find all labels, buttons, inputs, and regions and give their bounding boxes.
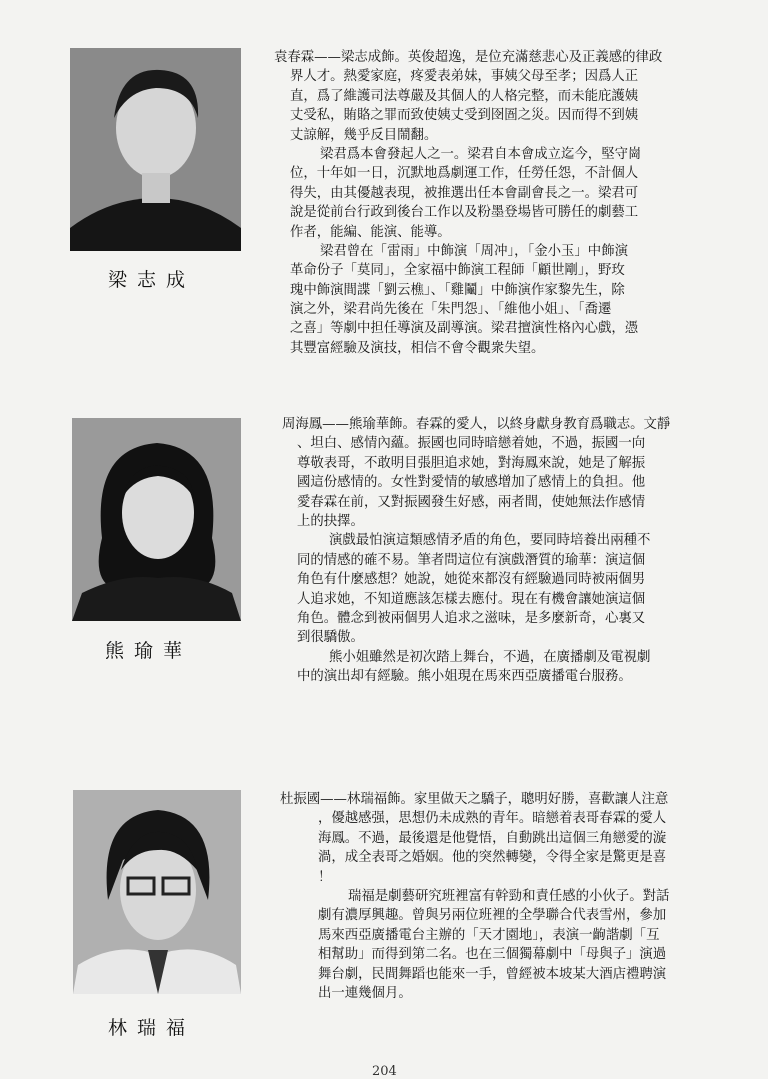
text-line: 瑞福是劇藝研究班裡富有幹勁和責任感的小伙子。對話 [348, 888, 670, 904]
text-line: 之喜」等劇中担任導演及副導演。梁君擅演性格內心戲，憑 [290, 321, 639, 337]
profile-text-block [280, 790, 669, 1003]
text-line: 人追求她，不知道應該怎樣去應付。現在有機會讓她演這個 [297, 591, 646, 607]
text-line: 中的演出却有經驗。熊小姐現在馬來西亞廣播電台服務。 [297, 669, 632, 685]
text-line: 說是從前台行政到後台工作以及粉墨登場皆可勝任的劇藝工 [290, 205, 639, 221]
text-line: 直，爲了維護司法尊嚴及其個人的人格完整，而未能庇護姨 [290, 88, 639, 104]
portrait-photo-lin-ruifu [73, 790, 241, 994]
text-line: 周海鳳——熊瑜華飾。春霖的愛人，以終身獻身教育爲職志。文靜 [282, 417, 671, 432]
text-line: 作者，能編、能演、能導。 [290, 224, 451, 240]
caption-name: 梁志成 [108, 269, 196, 291]
text-line: 相幫助」而得到第二名。也在三個獨幕劇中「母與子」演過 [318, 947, 667, 963]
text-line: 演戲最怕演這類感情矛盾的角色，要同時培養出兩種不 [329, 533, 651, 549]
text-line: 丈諒解，幾乎反目鬧翻。 [290, 127, 438, 143]
text-line: ！ [318, 869, 332, 885]
text-line: 國這份感情的。女性對愛情的敏感增加了感情上的負担。他 [297, 475, 646, 491]
text-line: 愛春霖在前，又對振國發生好感，兩者間，使她無法作感情 [297, 494, 646, 510]
text-line: 革命份子「莫同」，全家福中飾演工程師「顧世剛」，野玫 [290, 263, 625, 279]
text-line: 瑰中飾演間諜「劉云樵」、「雞鬮」中飾演作家黎先生，除 [290, 282, 625, 298]
text-line: 熊小姐雖然是初次踏上舞台，不過，在廣播劇及電視劇 [329, 649, 651, 665]
text-line: 、坦白、感情內蘊。振國也同時暗戀着她，不過，振國一向 [297, 436, 646, 452]
text-line: 角色有什麼感想？她說，她從來都沒有經驗過同時被兩個男 [297, 572, 646, 588]
text-line: 出一連幾個月。 [318, 985, 412, 1001]
text-line: 渦，成全表哥之婚姻。他的突然轉變，令得全家是驚更是喜 [318, 850, 667, 866]
portrait-photo-liang-zhicheng [70, 48, 241, 251]
text-line: 劇有濃厚興趣。曾與另兩位班裡的全學聯合代表雪州，參加 [318, 908, 667, 924]
caption-name: 熊瑜華 [105, 640, 193, 662]
text-line: 角色。體念到被兩個男人追求之滋味，是多麼新奇，心裏又 [297, 610, 646, 626]
profile-text-block [282, 415, 670, 686]
text-line: 馬來西亞廣播電台主辦的「天才園地」，表演一齣諧劇「互 [318, 927, 660, 943]
text-line: 同的情感的確不易。筆者問這位有演戲潛質的瑜華：演這個 [297, 552, 646, 568]
text-line: 尊敬表哥，不敢明目張胆追求她，對海鳳來說，她是了解振 [297, 455, 646, 471]
portrait-photo-xiong-yuhua [72, 418, 241, 621]
text-line: 上的抉擇。 [297, 513, 364, 529]
text-line: 位，十年如一日，沉默地爲劇運工作，任勞任怨，不計個人 [290, 166, 639, 182]
text-line: 丈受私，賄賂之罪而致使姨丈受到囹圄之災。因而得不到姨 [290, 108, 639, 124]
text-line: 其豐富經驗及演技，相信不會令觀衆失望。 [290, 340, 545, 356]
text-line: 袁春霖——梁志成飾。英俊超逸，是位充滿慈悲心及正義感的律政 [274, 50, 663, 65]
text-line: 演之外，梁君尚先後在「朱門怨」、「維他小姐」、「喬遷 [290, 302, 612, 318]
text-line: 到很驕傲。 [297, 630, 364, 646]
text-line: 舞台劇，民間舞蹈也能來一手，曾經被本坡某大酒店禮聘演 [318, 966, 667, 982]
page-number: 204 [372, 1064, 397, 1079]
text-line: 界人才。熱愛家庭，疼愛表弟妹，事姨父母至孝；因爲人正 [290, 69, 639, 85]
text-line: 杜振國——林瑞福飾。家里做天之驕子，聰明好勝，喜歡讓人注意 [280, 792, 669, 807]
text-line: 得失，由其優越表現，被推選出任本會副會長之一。梁君可 [290, 185, 639, 201]
text-line: 梁君曾在「雷雨」中飾演「周冲」，「金小玉」中飾演 [320, 243, 628, 259]
text-line: 梁君爲本會發起人之一。梁君自本會成立迄今，堅守崗 [320, 146, 642, 162]
text-line: ，優越感强，思想仍未成熟的青年。暗戀着表哥春霖的愛人 [318, 811, 667, 827]
text-line: 海鳳。不過，最後還是他覺悟，自動跳出這個三角戀愛的漩 [318, 830, 667, 846]
caption-name: 林瑞福 [108, 1017, 196, 1039]
profile-text-block [274, 48, 662, 358]
